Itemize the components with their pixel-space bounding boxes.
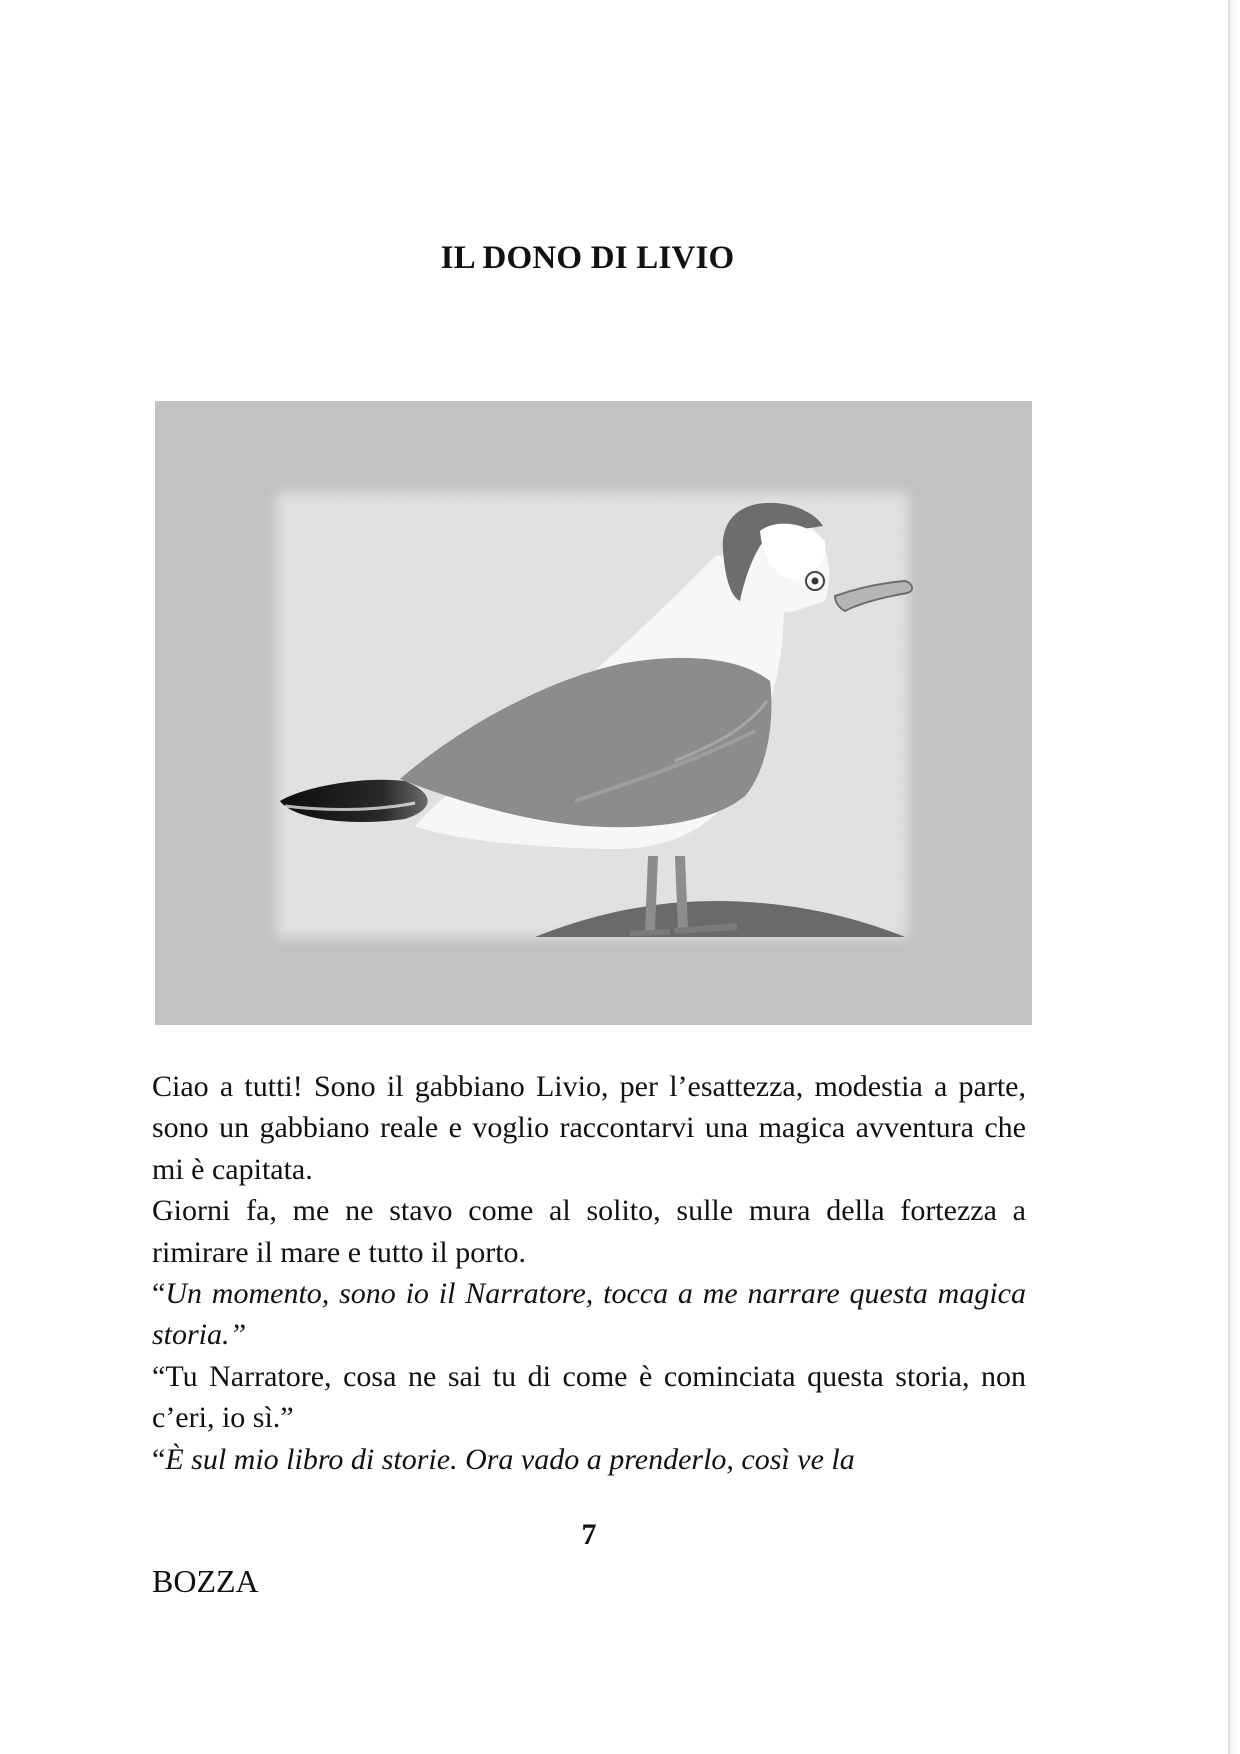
paragraph: Ciao a tutti! Sono il gabbiano Livio, per l’esattezza, modestia a parte, sono un gabbiano reale e voglio raccontarvi una magica avventura che mi è capitata. <box>152 1070 1026 1186</box>
paragraph: “Tu Narratore, cosa ne sai tu di come è cominciata questa storia, non c’eri, io sì.” <box>152 1359 1026 1435</box>
paragraph <box>152 1439 1026 1480</box>
story-text <box>152 1066 1026 1480</box>
opening-quote: “ <box>152 1442 166 1476</box>
page-edge <box>1228 0 1240 1754</box>
seagull-icon <box>155 401 1032 1025</box>
paragraph <box>152 1273 1026 1356</box>
draft-label: BOZZA <box>152 1563 259 1599</box>
page-number: 7 <box>581 1518 597 1551</box>
paragraph: Giorni fa, me ne stavo come al solito, sulle mura della fortezza a rimirare il mare e tutto il porto. <box>152 1194 1026 1269</box>
chapter-title: IL DONO DI LIVIO <box>440 240 735 276</box>
opening-quote: “ <box>152 1277 166 1311</box>
narrator-line: Un momento, sono io il Narratore, tocca a me narrare questa magica storia.” <box>152 1277 1026 1352</box>
seagull-illustration <box>155 401 1032 1025</box>
narrator-line: È sul mio libro di storie. Ora vado a prenderlo, così ve la <box>165 1442 855 1476</box>
